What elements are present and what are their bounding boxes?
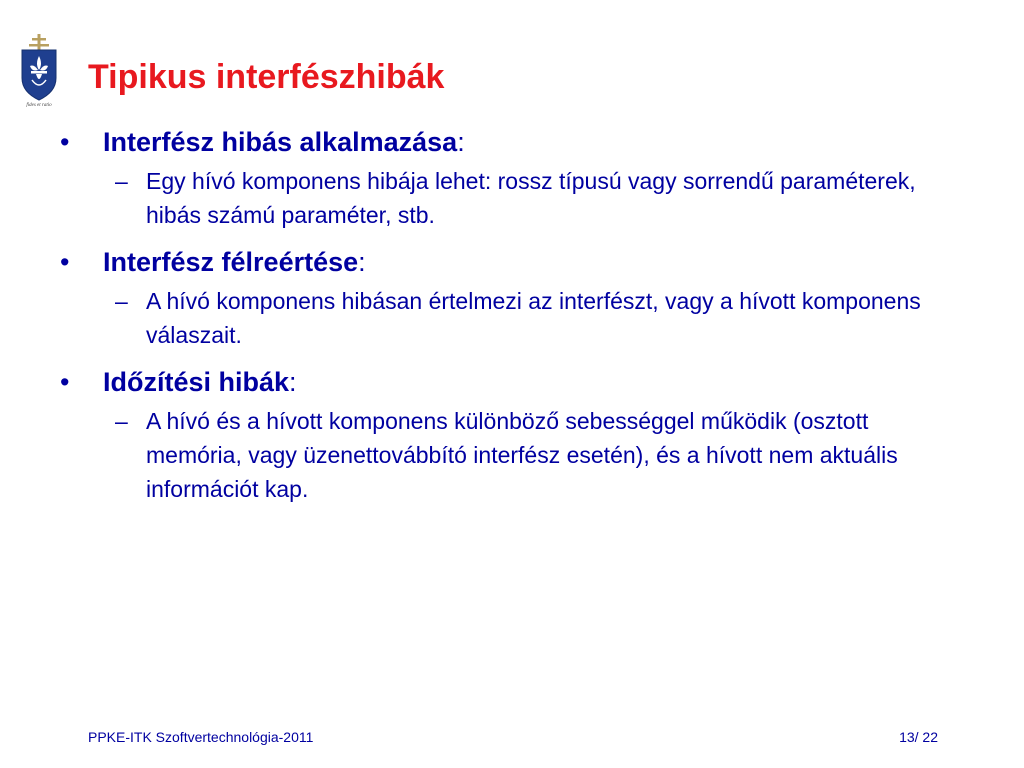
bullet-suffix: : xyxy=(289,367,297,397)
bullet-heading: Interfész félreértése xyxy=(103,247,359,277)
sub-bullet-text: Egy hívó komponens hibája lehet: rossz típusú vagy sorrendű paraméterek, hibás számú paraméter, stb. xyxy=(146,168,916,228)
bullet-heading: Időzítési hibák xyxy=(103,367,290,397)
sub-bullet-dash: – xyxy=(115,408,128,434)
sub-bullet-dash: – xyxy=(115,288,128,314)
sub-bullet-item xyxy=(0,284,1024,352)
sub-bullet-item xyxy=(0,404,1024,506)
slide-title: Tipikus interfészhibák xyxy=(88,58,445,96)
bullet-suffix: : xyxy=(358,247,366,277)
university-crest-icon xyxy=(14,34,64,108)
bullet-suffix: : xyxy=(457,127,465,157)
bullet-dot: • xyxy=(60,127,70,157)
footer-course-label: PPKE-ITK Szoftvertechnológia-2011 xyxy=(88,729,314,745)
bullet-item xyxy=(0,362,1024,402)
bullet-dot: • xyxy=(60,367,70,397)
bullet-item xyxy=(0,242,1024,282)
bullet-heading: Interfész hibás alkalmazása xyxy=(103,127,458,157)
bullet-dot: • xyxy=(60,247,70,277)
footer-page-number: 13/ 22 xyxy=(899,729,938,745)
bullet-list xyxy=(0,122,1024,516)
bullet-item xyxy=(0,122,1024,162)
sub-bullet-dash: – xyxy=(115,168,128,194)
sub-bullet-item xyxy=(0,164,1024,232)
sub-bullet-text: A hívó és a hívott komponens különböző sebességgel működik (osztott memória, vagy üzenettovábbító interfész esetén), és a hívott nem aktuális információt kap. xyxy=(146,408,898,502)
sub-bullet-text: A hívó komponens hibásan értelmezi az interfészt, vagy a hívott komponens válaszait. xyxy=(146,288,921,348)
logo-motto: fides et ratio xyxy=(26,103,52,108)
